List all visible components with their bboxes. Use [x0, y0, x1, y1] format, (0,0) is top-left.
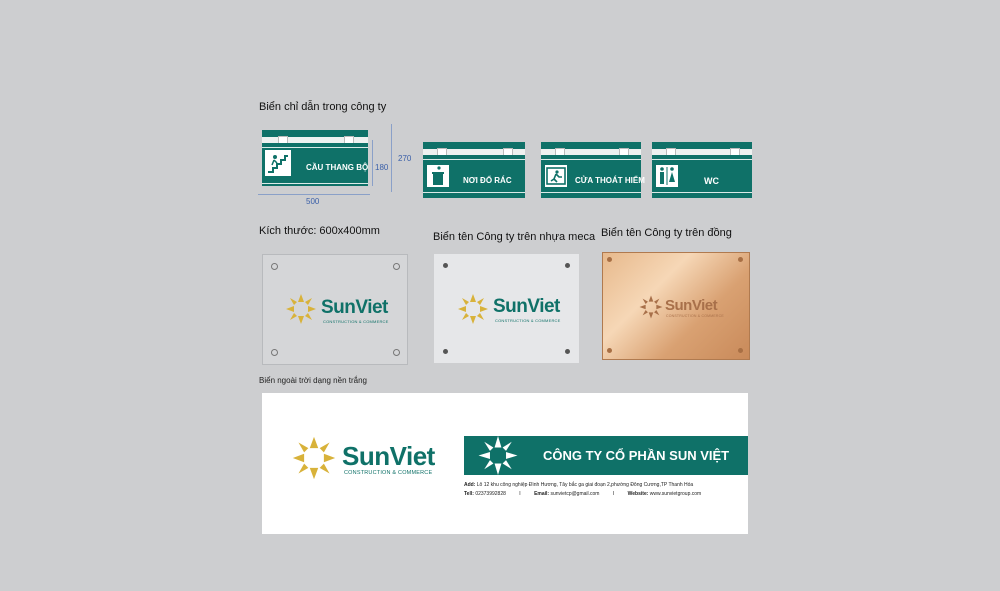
website-value: www.sunvietgroup.com — [649, 491, 702, 497]
size-label: Kích thước: 600x400mm — [259, 225, 380, 237]
sign-wc — [652, 142, 752, 198]
brand-name: SunViet — [342, 441, 435, 471]
sun-logo-icon — [456, 292, 490, 331]
brand-name: SunViet — [493, 296, 560, 317]
tel-value: 02373992828 — [475, 491, 506, 497]
brand-tagline: CONSTRUCTION & COMMERCE — [344, 470, 433, 476]
brand-tagline: CONSTRUCTION & COMMERCE — [666, 314, 724, 318]
sign-emergency-exit — [541, 142, 645, 198]
copper-label: Biển tên Công ty trên đồng — [601, 227, 732, 239]
tel-label: Tell: — [464, 491, 474, 497]
stairs-icon — [265, 150, 291, 176]
section-title-indoor-signs: Biển chỉ dẫn trong công ty — [259, 101, 387, 113]
company-banner — [464, 436, 748, 475]
sign-text: WC — [704, 176, 719, 186]
sign-text: NƠI ĐỔ RÁC — [463, 176, 512, 185]
separator: I — [612, 491, 615, 497]
brand-name: SunViet — [321, 297, 388, 318]
website-label: Website: — [627, 491, 649, 497]
dimension-width: 500 — [306, 197, 320, 206]
sign-trash — [423, 142, 525, 198]
address-line — [464, 482, 693, 488]
email-value: sunvietcp@gmail.com — [550, 491, 600, 497]
plaque-meca — [434, 254, 579, 363]
dimension-height-inner: 180 — [375, 163, 389, 172]
separator: I — [519, 491, 521, 497]
brand-name: SunViet — [665, 297, 718, 314]
outdoor-sign-panel — [262, 393, 748, 534]
address-label: Add: — [464, 482, 476, 488]
company-name: CÔNG TY CỔ PHẦN SUN VIỆT — [543, 448, 730, 463]
plaque-copper — [602, 252, 750, 360]
sun-logo-icon — [638, 294, 664, 325]
sign-text: CỬA THOÁT HIỂM — [575, 176, 645, 185]
brand-tagline: CONSTRUCTION & COMMERCE — [323, 319, 389, 324]
outdoor-label: Biển ngoài trời dạng nền trắng — [259, 376, 367, 385]
emergency-exit-icon — [545, 165, 567, 187]
restroom-icon — [656, 165, 678, 187]
meca-label: Biển tên Công ty trên nhựa meca — [433, 231, 596, 243]
brand-tagline: CONSTRUCTION & COMMERCE — [495, 318, 561, 323]
plaque-transparent — [262, 254, 408, 365]
contact-line — [464, 491, 701, 497]
sign-text: CẦU THANG BỘ — [306, 163, 369, 172]
sign-stairs — [262, 130, 368, 186]
sun-logo-icon — [290, 434, 338, 487]
address-text: Lô 12 khu công nghiệp Đình Hương, Tây bắc ga giai đoạn 2,phường Đông Cương,TP Thanh Hóa — [476, 482, 694, 488]
trash-bin-icon — [427, 165, 449, 187]
dimension-height-outer: 270 — [398, 154, 412, 163]
sun-logo-icon — [476, 436, 520, 480]
sun-logo-icon — [284, 292, 318, 331]
email-label: Email: — [534, 491, 550, 497]
